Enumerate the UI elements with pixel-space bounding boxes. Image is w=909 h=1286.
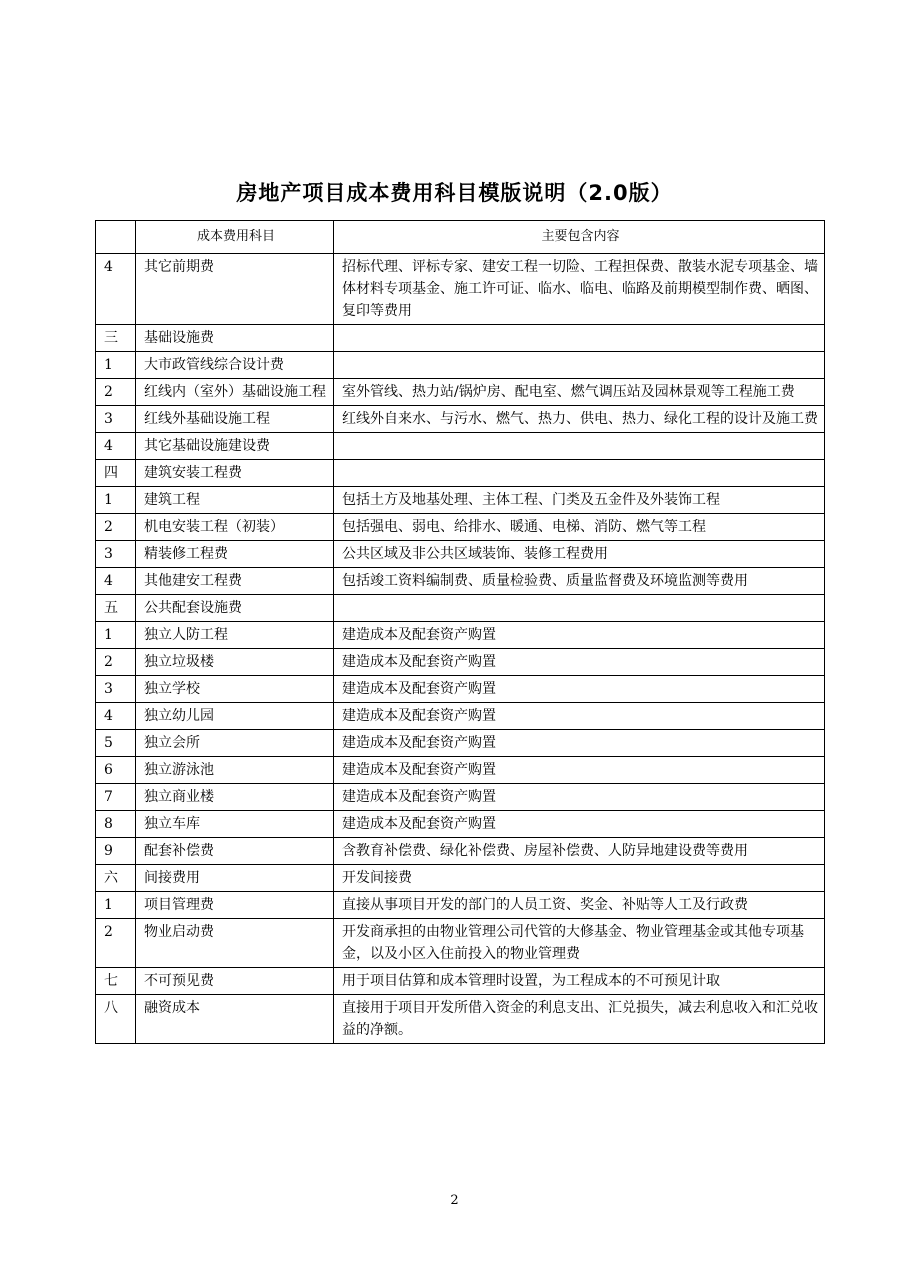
row-content: 建造成本及配套资产购置 [334, 811, 825, 838]
row-cost-item: 建筑工程 [136, 487, 334, 514]
row-cost-item: 配套补偿费 [136, 838, 334, 865]
table-row [96, 968, 825, 995]
row-number: 1 [96, 352, 136, 379]
row-content: 直接用于项目开发所借入资金的利息支出、汇兑损失，减去利息收入和汇兑收益的净额。 [334, 995, 825, 1044]
row-number: 三 [96, 325, 136, 352]
row-content: 建造成本及配套资产购置 [334, 622, 825, 649]
row-cost-item: 独立商业楼 [136, 784, 334, 811]
row-number: 4 [96, 568, 136, 595]
table-row [96, 254, 825, 325]
row-number: 2 [96, 919, 136, 968]
table-row [96, 995, 825, 1044]
row-cost-item: 融资成本 [136, 995, 334, 1044]
row-content: 招标代理、评标专家、建安工程一切险、工程担保费、散装水泥专项基金、墙体材料专项基金、施工许可证、临水、临电、临路及前期模型制作费、晒图、复印等费用 [334, 254, 825, 325]
row-content [334, 325, 825, 352]
row-cost-item: 大市政管线综合设计费 [136, 352, 334, 379]
header-cost-item: 成本费用科目 [136, 221, 334, 254]
row-number: 七 [96, 968, 136, 995]
row-cost-item: 其它前期费 [136, 254, 334, 325]
table-row [96, 703, 825, 730]
table-row [96, 595, 825, 622]
row-cost-item: 间接费用 [136, 865, 334, 892]
row-cost-item: 其它基础设施建设费 [136, 433, 334, 460]
row-number: 4 [96, 254, 136, 325]
row-number: 6 [96, 757, 136, 784]
header-number [96, 221, 136, 254]
row-content: 建造成本及配套资产购置 [334, 730, 825, 757]
table-row [96, 676, 825, 703]
row-content: 室外管线、热力站/锅炉房、配电室、燃气调压站及园林景观等工程施工费 [334, 379, 825, 406]
table-row [96, 892, 825, 919]
table-row [96, 379, 825, 406]
row-content: 建造成本及配套资产购置 [334, 676, 825, 703]
table-row [96, 568, 825, 595]
row-content: 开发间接费 [334, 865, 825, 892]
row-cost-item: 物业启动费 [136, 919, 334, 968]
table-row [96, 622, 825, 649]
row-cost-item: 基础设施费 [136, 325, 334, 352]
cost-items-table [95, 220, 825, 1044]
row-cost-item: 红线外基础设施工程 [136, 406, 334, 433]
table-row [96, 838, 825, 865]
row-content: 建造成本及配套资产购置 [334, 703, 825, 730]
row-cost-item: 独立会所 [136, 730, 334, 757]
row-content: 建造成本及配套资产购置 [334, 757, 825, 784]
row-number: 八 [96, 995, 136, 1044]
table-row [96, 865, 825, 892]
row-cost-item: 精装修工程费 [136, 541, 334, 568]
row-cost-item: 独立垃圾楼 [136, 649, 334, 676]
table-row [96, 460, 825, 487]
table-row [96, 406, 825, 433]
row-number: 四 [96, 460, 136, 487]
row-content: 含教育补偿费、绿化补偿费、房屋补偿费、人防异地建设费等费用 [334, 838, 825, 865]
table-row [96, 352, 825, 379]
table-row [96, 433, 825, 460]
row-content: 建造成本及配套资产购置 [334, 649, 825, 676]
table-row [96, 649, 825, 676]
row-content: 公共区域及非公共区域装饰、装修工程费用 [334, 541, 825, 568]
table-body [96, 254, 825, 1044]
row-content [334, 595, 825, 622]
row-content: 红线外自来水、与污水、燃气、热力、供电、热力、绿化工程的设计及施工费 [334, 406, 825, 433]
row-cost-item: 红线内（室外）基础设施工程 [136, 379, 334, 406]
table-row [96, 757, 825, 784]
row-content [334, 352, 825, 379]
table-row [96, 487, 825, 514]
row-number: 3 [96, 541, 136, 568]
row-number: 2 [96, 379, 136, 406]
row-content: 包括强电、弱电、给排水、暖通、电梯、消防、燃气等工程 [334, 514, 825, 541]
table-row [96, 784, 825, 811]
row-content [334, 460, 825, 487]
table-row [96, 811, 825, 838]
row-cost-item: 独立游泳池 [136, 757, 334, 784]
row-content: 直接从事项目开发的部门的人员工资、奖金、补贴等人工及行政费 [334, 892, 825, 919]
row-cost-item: 独立幼儿园 [136, 703, 334, 730]
row-cost-item: 独立人防工程 [136, 622, 334, 649]
row-number: 五 [96, 595, 136, 622]
row-content: 包括竣工资料编制费、质量检验费、质量监督费及环境监测等费用 [334, 568, 825, 595]
row-number: 8 [96, 811, 136, 838]
row-number: 2 [96, 514, 136, 541]
row-number: 1 [96, 487, 136, 514]
row-number: 4 [96, 433, 136, 460]
row-cost-item: 机电安装工程（初装） [136, 514, 334, 541]
row-number: 3 [96, 676, 136, 703]
row-number: 9 [96, 838, 136, 865]
table-row [96, 541, 825, 568]
table-row [96, 325, 825, 352]
row-number: 2 [96, 649, 136, 676]
header-content: 主要包含内容 [334, 221, 825, 254]
table-row [96, 730, 825, 757]
row-number: 3 [96, 406, 136, 433]
row-cost-item: 独立车库 [136, 811, 334, 838]
row-cost-item: 公共配套设施费 [136, 595, 334, 622]
row-content: 建造成本及配套资产购置 [334, 784, 825, 811]
row-number: 4 [96, 703, 136, 730]
row-cost-item: 项目管理费 [136, 892, 334, 919]
row-number: 5 [96, 730, 136, 757]
table-row [96, 514, 825, 541]
row-cost-item: 独立学校 [136, 676, 334, 703]
row-number: 1 [96, 892, 136, 919]
row-number: 7 [96, 784, 136, 811]
page-number: 2 [450, 1193, 459, 1208]
document-title: 房地产项目成本费用科目模版说明（2.0版） [236, 181, 673, 205]
row-content: 用于项目估算和成本管理时设置，为工程成本的不可预见计取 [334, 968, 825, 995]
row-content: 开发商承担的由物业管理公司代管的大修基金、物业管理基金或其他专项基金，以及小区入住前投入的物业管理费 [334, 919, 825, 968]
table-row [96, 919, 825, 968]
row-cost-item: 不可预见费 [136, 968, 334, 995]
row-number: 六 [96, 865, 136, 892]
row-number: 1 [96, 622, 136, 649]
row-cost-item: 其他建安工程费 [136, 568, 334, 595]
table-header-row [96, 221, 825, 254]
row-content: 包括土方及地基处理、主体工程、门类及五金件及外装饰工程 [334, 487, 825, 514]
row-content [334, 433, 825, 460]
row-cost-item: 建筑安装工程费 [136, 460, 334, 487]
